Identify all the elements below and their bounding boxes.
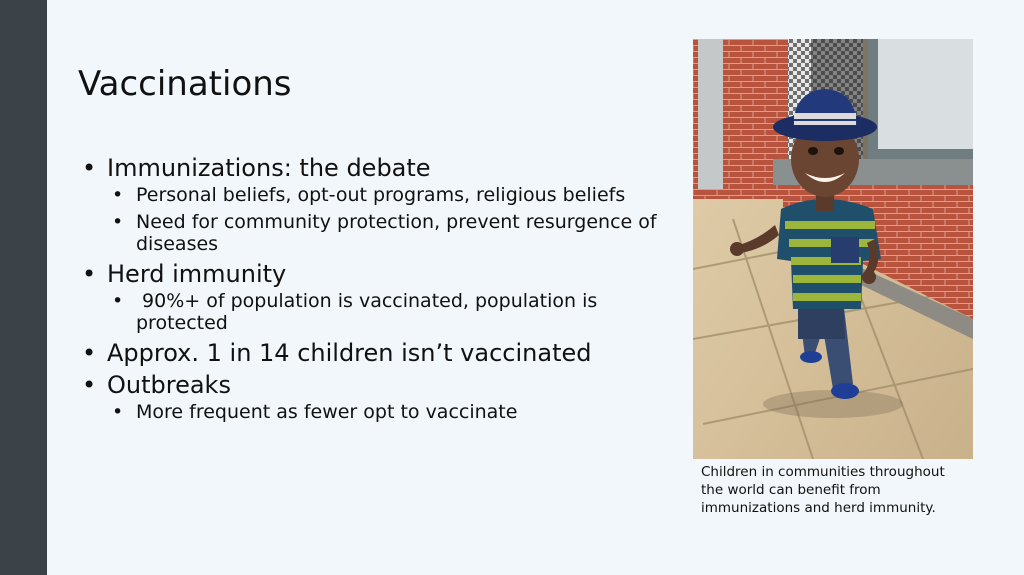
bullet-item (80, 260, 680, 334)
bullet-text: Outbreaks (107, 371, 231, 399)
image-caption: Children in communities throughout the world can benefit from immunizations and herd immunity. (701, 464, 945, 516)
sub-bullet-list (107, 184, 680, 255)
sub-bullet-item: • Personal beliefs, opt-out programs, religious beliefs (107, 184, 680, 206)
sub-bullet-item: • Need for community protection, prevent resurgence of diseases (107, 211, 680, 255)
sub-bullet-list (107, 290, 680, 334)
side-accent-bar (0, 0, 47, 575)
bullet-text: Approx. 1 in 14 children isn’t vaccinated (107, 339, 592, 367)
child-photo-illustration (693, 39, 973, 459)
bullet-text: Herd immunity (107, 260, 287, 288)
bullet-item (80, 339, 680, 368)
bullet-list (80, 154, 680, 428)
slide-title: Vaccinations (78, 64, 292, 104)
bullet-item (80, 371, 680, 423)
sub-bullet-item: • More frequent as fewer opt to vaccinate (107, 401, 680, 423)
sub-bullet-item: • 90%+ of population is vaccinated, population is protected (107, 290, 680, 334)
child-photo (693, 39, 973, 459)
sub-bullet-list (107, 401, 680, 423)
bullet-text: Immunizations: the debate (107, 154, 431, 182)
bullet-item (80, 154, 680, 255)
